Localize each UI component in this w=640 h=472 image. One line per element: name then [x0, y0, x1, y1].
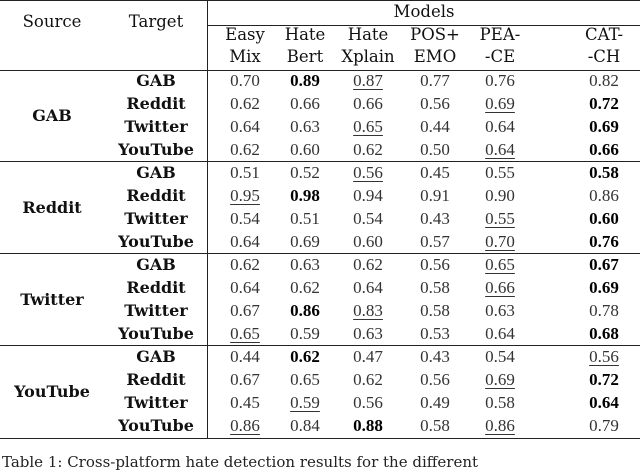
score-cell: 0.72 — [589, 94, 619, 113]
score-cell: 0.63 — [290, 117, 320, 136]
score-cell: 0.62 — [230, 94, 260, 113]
target-label: GAB — [136, 163, 176, 182]
score-cell: 0.45 — [230, 393, 260, 412]
score-cell: 0.64 — [230, 117, 260, 136]
group-rule-3 — [0, 345, 640, 346]
score-cell: 0.86 — [230, 416, 260, 435]
bottom-rule — [0, 438, 640, 439]
score-cell: 0.56 — [420, 94, 450, 113]
score-cell: 0.63 — [290, 255, 320, 274]
score-cell: 0.83 — [353, 301, 383, 320]
models-header: Models — [393, 2, 455, 21]
target-label: Twitter — [124, 301, 188, 320]
source-header: Source — [22, 12, 82, 31]
score-cell: 0.66 — [589, 140, 619, 159]
score-cell: 0.66 — [353, 94, 383, 113]
target-label: Twitter — [124, 209, 188, 228]
model-header-line2: -CH — [587, 47, 621, 66]
score-cell: 0.62 — [353, 370, 383, 389]
score-cell: 0.86 — [290, 301, 320, 320]
score-cell: 0.76 — [589, 232, 619, 251]
target-label: Reddit — [126, 278, 186, 297]
score-cell: 0.56 — [420, 370, 450, 389]
score-cell: 0.86 — [485, 416, 515, 435]
score-cell: 0.60 — [353, 232, 383, 251]
score-cell: 0.67 — [230, 370, 260, 389]
source-label: YouTube — [14, 382, 90, 401]
score-cell: 0.79 — [589, 416, 619, 435]
model-header-line1: PEA- — [479, 25, 521, 44]
score-cell: 0.45 — [420, 163, 450, 182]
score-cell: 0.56 — [353, 163, 383, 182]
target-header: Target — [128, 12, 184, 31]
score-cell: 0.56 — [353, 393, 383, 412]
model-header-line2: Mix — [229, 47, 261, 66]
score-cell: 0.59 — [290, 393, 320, 412]
score-cell: 0.54 — [485, 347, 515, 366]
score-cell: 0.62 — [230, 140, 260, 159]
score-cell: 0.49 — [420, 393, 450, 412]
score-cell: 0.64 — [485, 140, 515, 159]
model-header-line2: EMO — [413, 47, 457, 66]
score-cell: 0.58 — [589, 163, 619, 182]
target-label: YouTube — [118, 140, 194, 159]
score-cell: 0.69 — [589, 117, 619, 136]
score-cell: 0.64 — [485, 324, 515, 343]
score-cell: 0.52 — [290, 163, 320, 182]
source-label: Twitter — [20, 290, 84, 309]
score-cell: 0.64 — [485, 117, 515, 136]
model-header-line2: Bert — [286, 47, 324, 66]
score-cell: 0.69 — [485, 94, 515, 113]
score-cell: 0.51 — [230, 163, 260, 182]
source-label: Reddit — [22, 198, 82, 217]
score-cell: 0.55 — [485, 163, 515, 182]
target-label: Twitter — [124, 117, 188, 136]
score-cell: 0.58 — [485, 393, 515, 412]
score-cell: 0.62 — [290, 347, 320, 366]
score-cell: 0.91 — [420, 186, 450, 205]
score-cell: 0.77 — [420, 71, 450, 90]
score-cell: 0.62 — [230, 255, 260, 274]
target-label: YouTube — [118, 324, 194, 343]
score-cell: 0.90 — [485, 186, 515, 205]
score-cell: 0.65 — [353, 117, 383, 136]
score-cell: 0.65 — [485, 255, 515, 274]
source-target-separator — [207, 0, 208, 438]
score-cell: 0.64 — [353, 278, 383, 297]
score-cell: 0.64 — [230, 232, 260, 251]
score-cell: 0.84 — [290, 416, 320, 435]
target-label: YouTube — [118, 232, 194, 251]
score-cell: 0.43 — [420, 347, 450, 366]
target-label: Reddit — [126, 370, 186, 389]
score-cell: 0.69 — [485, 370, 515, 389]
score-cell: 0.54 — [230, 209, 260, 228]
score-cell: 0.66 — [485, 278, 515, 297]
target-label: YouTube — [118, 416, 194, 435]
model-header-line2: Xplain — [341, 47, 395, 66]
score-cell: 0.69 — [589, 278, 619, 297]
group-rule-2 — [0, 253, 640, 254]
score-cell: 0.65 — [230, 324, 260, 343]
score-cell: 0.54 — [353, 209, 383, 228]
model-header-line1: Easy — [225, 25, 265, 44]
score-cell: 0.64 — [230, 278, 260, 297]
source-label: GAB — [32, 106, 72, 125]
target-label: GAB — [136, 347, 176, 366]
score-cell: 0.57 — [420, 232, 450, 251]
score-cell: 0.78 — [589, 301, 619, 320]
score-cell: 0.62 — [353, 140, 383, 159]
target-label: Reddit — [126, 94, 186, 113]
score-cell: 0.89 — [290, 71, 320, 90]
model-header-line2: -CE — [484, 47, 516, 66]
score-cell: 0.51 — [290, 209, 320, 228]
score-cell: 0.70 — [230, 71, 260, 90]
target-label: Reddit — [126, 186, 186, 205]
top-rule — [0, 0, 640, 1]
score-cell: 0.47 — [353, 347, 383, 366]
target-label: GAB — [136, 71, 176, 90]
score-cell: 0.98 — [290, 186, 320, 205]
score-cell: 0.86 — [589, 186, 619, 205]
score-cell: 0.64 — [589, 393, 619, 412]
model-header-line1: Hate — [347, 25, 389, 44]
score-cell: 0.58 — [420, 416, 450, 435]
target-label: GAB — [136, 255, 176, 274]
score-cell: 0.88 — [353, 416, 383, 435]
score-cell: 0.70 — [485, 232, 515, 251]
score-cell: 0.58 — [420, 278, 450, 297]
score-cell: 0.58 — [420, 301, 450, 320]
score-cell: 0.63 — [485, 301, 515, 320]
score-cell: 0.44 — [420, 117, 450, 136]
model-header-line1: Hate — [284, 25, 326, 44]
score-cell: 0.95 — [230, 186, 260, 205]
score-cell: 0.66 — [290, 94, 320, 113]
target-label: Twitter — [124, 393, 188, 412]
score-cell: 0.56 — [420, 255, 450, 274]
score-cell: 0.94 — [353, 186, 383, 205]
table-caption: Table 1: Cross-platform hate detection results for the different — [2, 453, 479, 471]
score-cell: 0.87 — [353, 71, 383, 90]
score-cell: 0.62 — [290, 278, 320, 297]
score-cell: 0.50 — [420, 140, 450, 159]
score-cell: 0.82 — [589, 71, 619, 90]
score-cell: 0.68 — [589, 324, 619, 343]
score-cell: 0.60 — [290, 140, 320, 159]
group-rule-1 — [0, 161, 640, 162]
score-cell: 0.43 — [420, 209, 450, 228]
score-cell: 0.59 — [290, 324, 320, 343]
model-header-line1: CAT- — [584, 25, 624, 44]
score-cell: 0.63 — [353, 324, 383, 343]
score-cell: 0.55 — [485, 209, 515, 228]
score-cell: 0.76 — [485, 71, 515, 90]
model-header-line1: POS+ — [410, 25, 460, 44]
header-rule — [0, 70, 640, 71]
score-cell: 0.60 — [589, 209, 619, 228]
score-cell: 0.67 — [589, 255, 619, 274]
score-cell: 0.72 — [589, 370, 619, 389]
score-cell: 0.65 — [290, 370, 320, 389]
score-cell: 0.44 — [230, 347, 260, 366]
score-cell: 0.62 — [353, 255, 383, 274]
score-cell: 0.67 — [230, 301, 260, 320]
score-cell: 0.53 — [420, 324, 450, 343]
score-cell: 0.56 — [589, 347, 619, 366]
score-cell: 0.69 — [290, 232, 320, 251]
